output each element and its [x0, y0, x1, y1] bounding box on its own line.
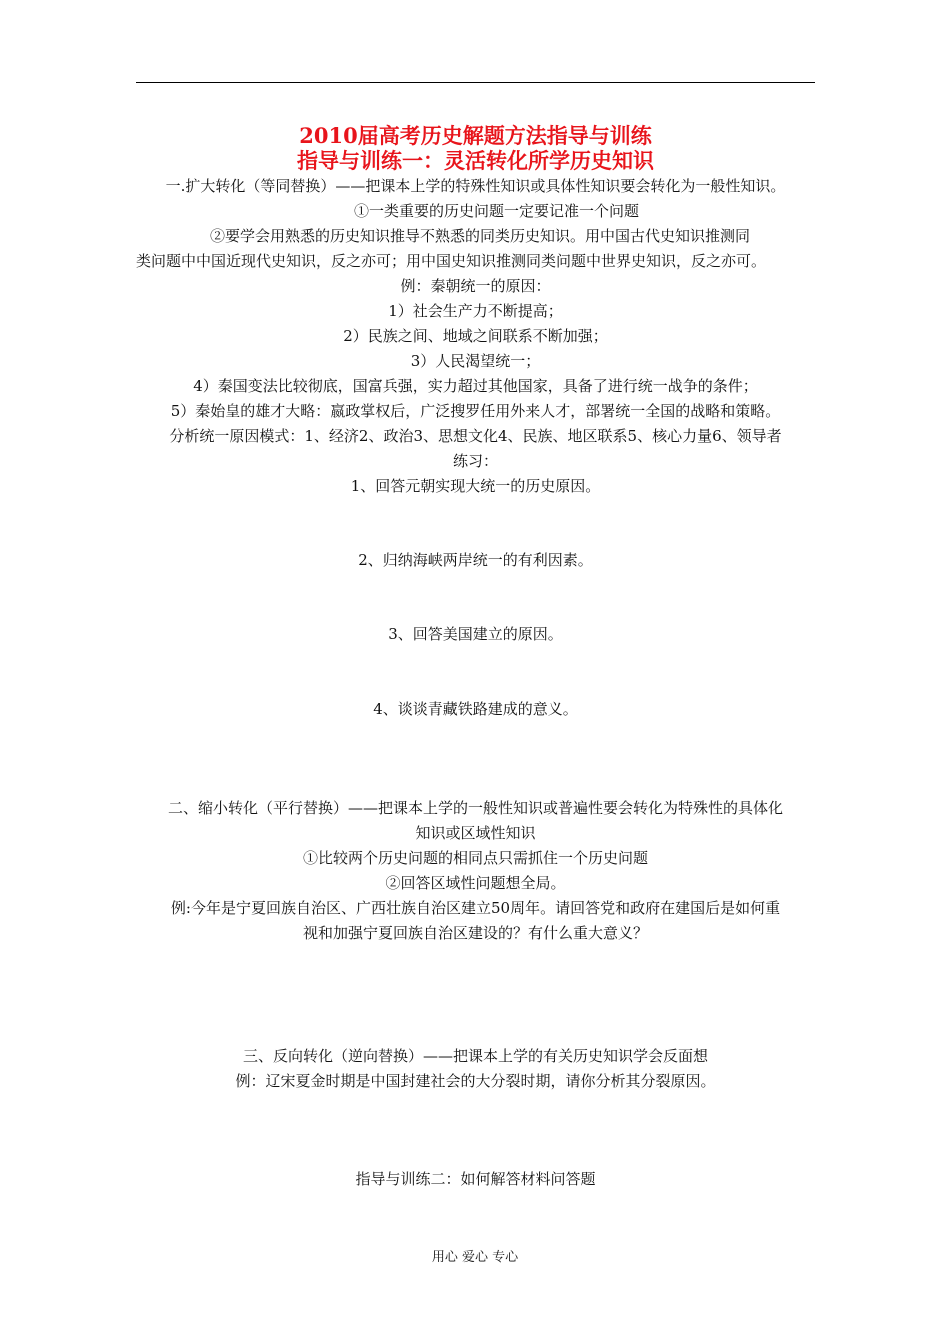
- section-title-2: 指导与训练二：如何解答材料问答题: [355, 1170, 596, 1188]
- practice-question-1: 1、回答元朝实现大统一的历史原因。: [350, 477, 601, 495]
- example-label: 例：秦朝统一的原因：: [400, 277, 551, 295]
- section3-heading: 三、反向转化（逆向替换）——把课本上学的有关历史知识学会反面想: [242, 1047, 708, 1065]
- section1-heading: 一.扩大转化（等同替换）——把课本上学的特殊性知识或具体性知识要会转化为一般性知识。: [165, 177, 786, 195]
- section1-point1: ①一类重要的历史问题一定要记准一个问题: [354, 202, 640, 220]
- section2-heading-line1: 二、缩小转化（平行替换）——把课本上学的一般性知识或普遍性要会转化为特殊性的具体化: [167, 799, 783, 817]
- reason-1: 1）社会生产力不断提高；: [388, 302, 563, 320]
- practice-label: 练习：: [452, 452, 498, 470]
- reason-2: 2）民族之间、地域之间联系不断加强；: [343, 327, 608, 345]
- reason-3: 3）人民渴望统一；: [410, 352, 541, 370]
- practice-question-4: 4、谈谈青藏铁路建成的意义。: [373, 700, 578, 718]
- section2-example-line1: 例:今年是宁夏回族自治区、广西壮族自治区建立50周年。请回答党和政府在建国后是如何重: [170, 899, 781, 917]
- section2-point1: ①比较两个历史问题的相同点只需抓住一个历史问题: [302, 849, 648, 867]
- section2-heading-line2: 知识或区域性知识: [415, 824, 536, 842]
- practice-question-3: 3、回答美国建立的原因。: [388, 625, 563, 643]
- section-title-1: 指导与训练一：灵活转化所学历史知识: [297, 148, 654, 173]
- header-rule: [136, 82, 815, 83]
- reason-4: 4）秦国变法比较彻底，国富兵强，实力超过其他国家，具备了进行统一战争的条件；: [193, 377, 758, 395]
- section2-example-line2: 视和加强宁夏回族自治区建设的？有什么重大意义？: [302, 924, 648, 942]
- analysis-pattern: 分析统一原因模式：1、经济2、政治3、思想文化4、民族、地区联系5、核心力量6、领导者: [169, 427, 782, 445]
- section3-example: 例：辽宋夏金时期是中国封建社会的大分裂时期，请你分析其分裂原因。: [235, 1072, 716, 1090]
- practice-question-2: 2、归纳海峡两岸统一的有利因素。: [358, 551, 593, 569]
- reason-5: 5）秦始皇的雄才大略：嬴政掌权后，广泛搜罗任用外来人才，部署统一全国的战略和策略。: [170, 402, 781, 420]
- page-footer: 用心 爱心 专心: [431, 1250, 519, 1265]
- section1-point2-line2: 类问题中中国近现代史知识，反之亦可；用中国史知识推测同类问题中世界史知识，反之亦可。: [136, 252, 767, 270]
- document-title: 2010届高考历史解题方法指导与训练: [299, 123, 652, 148]
- section1-point2-line1: ②要学会用熟悉的历史知识推导不熟悉的同类历史知识。用中国古代史知识推测同: [210, 227, 751, 245]
- section2-point2: ②回答区域性问题想全局。: [385, 874, 566, 892]
